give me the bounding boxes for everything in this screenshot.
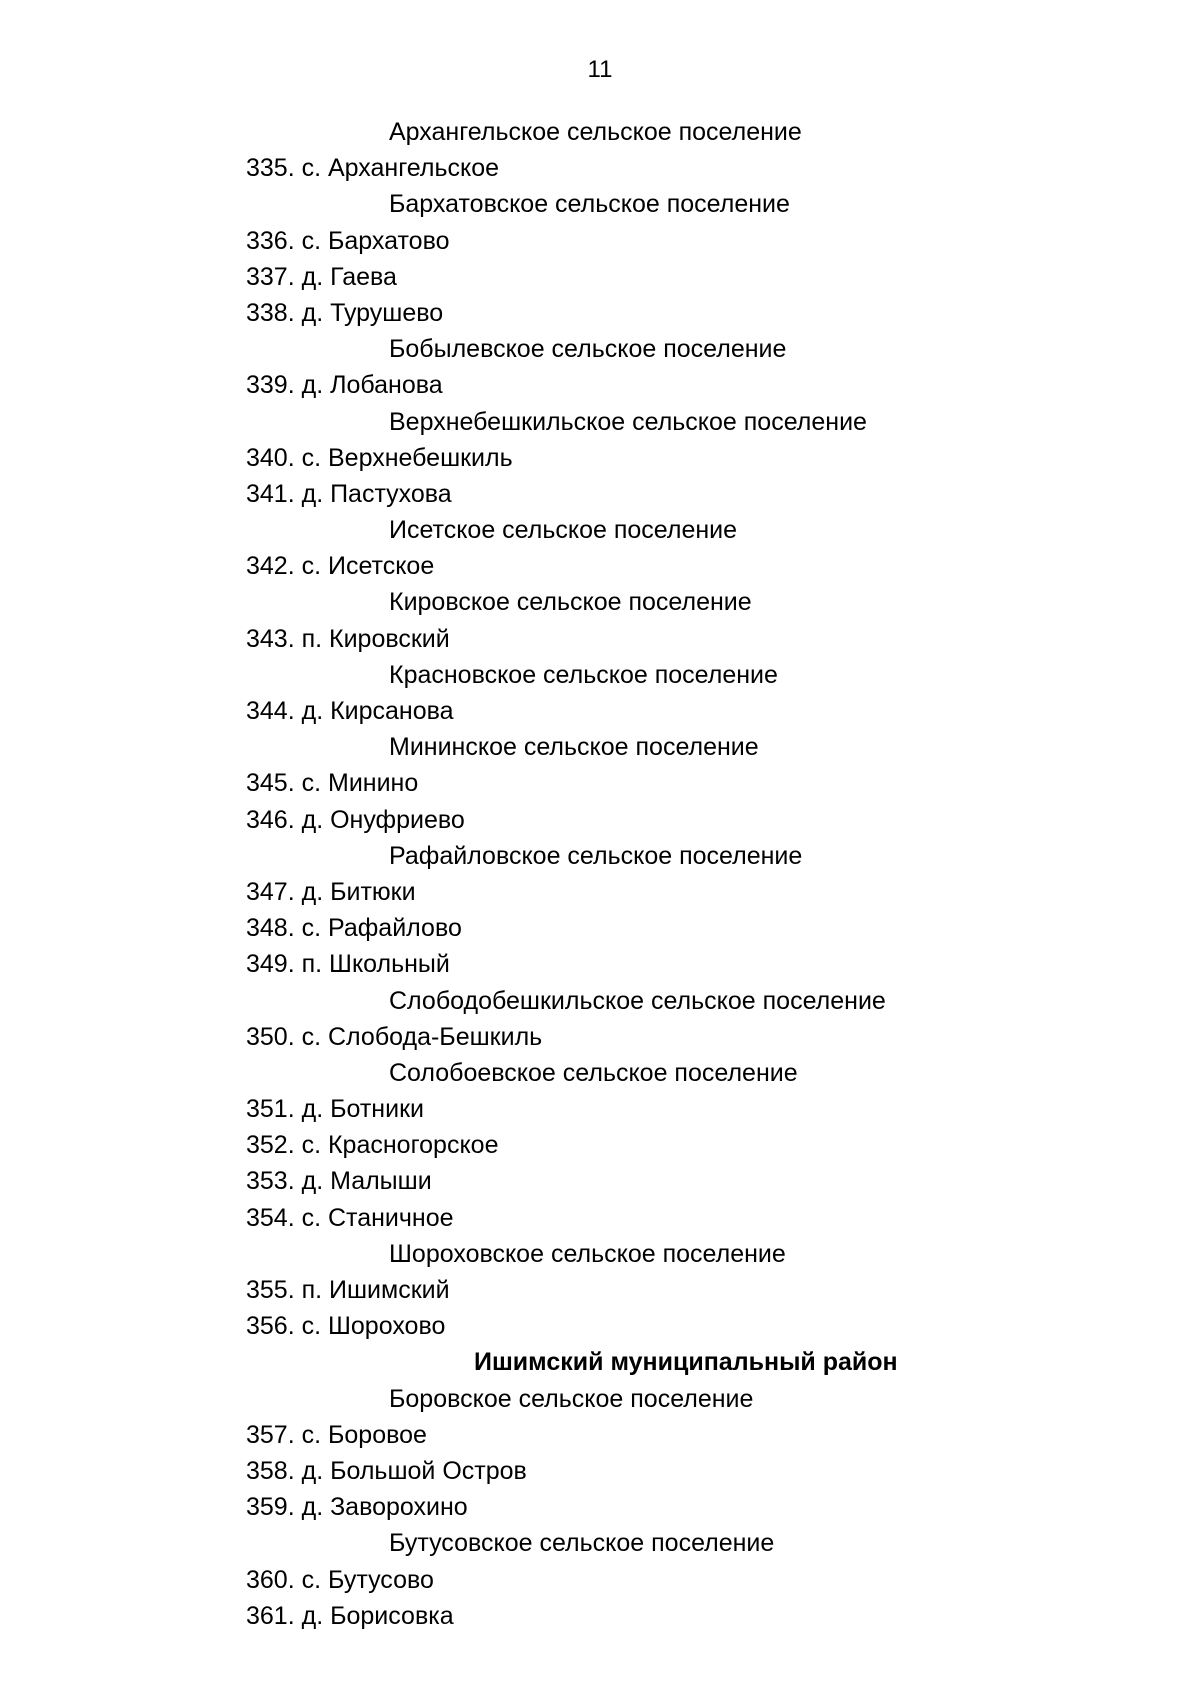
list-item: 338. д. Турушево bbox=[246, 298, 444, 327]
list-item: 354. с. Станичное bbox=[246, 1203, 454, 1232]
district-heading: Ишимский муниципальный район bbox=[474, 1348, 898, 1377]
list-item: 345. с. Минино bbox=[246, 769, 419, 798]
list-item: 348. с. Рафайлово bbox=[246, 914, 462, 943]
list-item: 347. д. Битюки bbox=[246, 877, 416, 906]
settlement-list bbox=[0, 114, 1200, 1634]
list-item: 358. д. Большой Остров bbox=[246, 1456, 527, 1485]
list-item: 337. д. Гаева bbox=[246, 262, 397, 291]
list-item: 339. д. Лобанова bbox=[246, 371, 443, 400]
list-item: 352. с. Красногорское bbox=[246, 1131, 499, 1160]
settlement-heading: Исетское сельское поселение bbox=[389, 516, 738, 545]
list-item: 346. д. Онуфриево bbox=[246, 805, 465, 834]
settlement-heading: Солобоевское сельское поселение bbox=[389, 1058, 798, 1087]
list-item: 357. с. Боровое bbox=[246, 1420, 427, 1449]
settlement-heading: Боровское сельское поселение bbox=[389, 1384, 754, 1413]
list-item: 353. д. Малыши bbox=[246, 1167, 432, 1196]
settlement-heading: Мининское сельское поселение bbox=[389, 733, 759, 762]
list-item: 360. с. Бутусово bbox=[246, 1565, 434, 1594]
list-item: 335. с. Архангельское bbox=[246, 154, 500, 183]
settlement-heading: Бутусовское сельское поселение bbox=[389, 1529, 775, 1558]
settlement-heading: Слободобешкильское сельское поселение bbox=[389, 986, 886, 1015]
list-item: 341. д. Пастухова bbox=[246, 479, 452, 508]
list-item: 349. п. Школьный bbox=[246, 950, 450, 979]
settlement-heading: Бархатовское сельское поселение bbox=[389, 190, 790, 219]
list-item: 361. д. Борисовка bbox=[246, 1601, 454, 1630]
settlement-heading: Шороховское сельское поселение bbox=[389, 1239, 786, 1268]
settlement-heading: Верхнебешкильское сельское поселение bbox=[389, 407, 867, 436]
list-item: 350. с. Слобода-Бешкиль bbox=[246, 1022, 543, 1051]
list-item: 342. с. Исетское bbox=[246, 552, 435, 581]
settlement-heading: Красновское сельское поселение bbox=[389, 660, 778, 689]
settlement-heading: Рафайловское сельское поселение bbox=[389, 841, 803, 870]
list-item: 343. п. Кировский bbox=[246, 624, 450, 653]
list-item: 355. п. Ишимский bbox=[246, 1276, 450, 1304]
list-item: 356. с. Шорохово bbox=[246, 1312, 446, 1341]
list-item: 351. д. Ботники bbox=[246, 1095, 424, 1124]
list-item: 336. с. Бархатово bbox=[246, 226, 450, 255]
settlement-heading: Архангельское сельское поселение bbox=[389, 118, 802, 146]
settlement-heading: Кировское сельское поселение bbox=[389, 588, 752, 617]
list-item: 344. д. Кирсанова bbox=[246, 697, 454, 725]
list-item: 340. с. Верхнебешкиль bbox=[246, 443, 513, 472]
list-item: 359. д. Заворохино bbox=[246, 1493, 468, 1522]
page-number: 11 bbox=[587, 56, 613, 83]
settlement-heading: Бобылевское сельское поселение bbox=[389, 335, 787, 364]
